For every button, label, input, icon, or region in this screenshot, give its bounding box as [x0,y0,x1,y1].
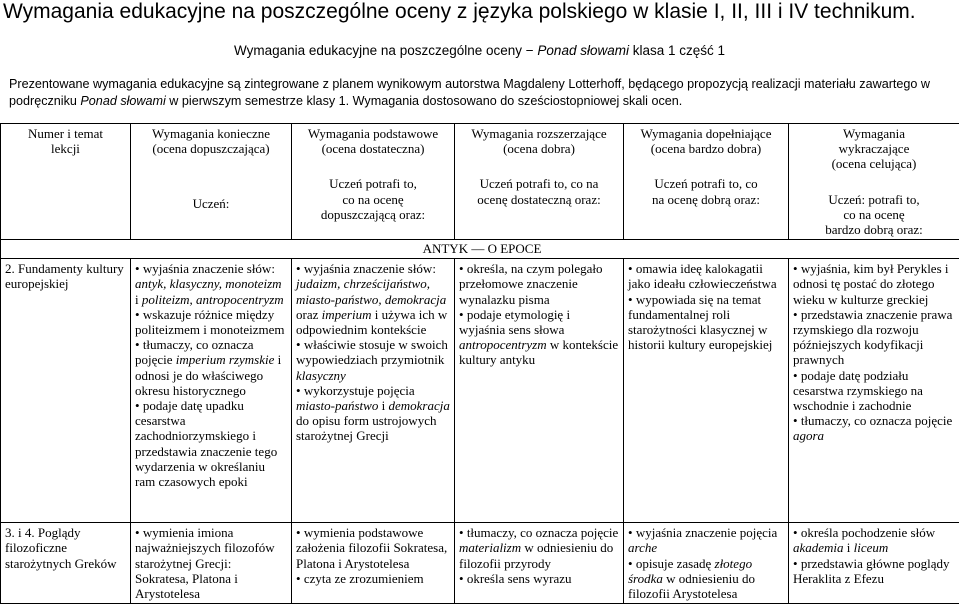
required-cell [131,523,292,604]
list-item: • wymienia podstawowe założenia filozofii Sokratesa, Platona i Arystotelesa [296,525,450,571]
lesson-title: 2. Fundamenty kultury europejskiej [5,261,124,291]
header-line: Numer i temat [5,126,126,141]
header-line: (ocena bardzo dobra) [628,141,784,156]
section-title: ANTYK — O EPOCE [423,241,542,256]
section-label [1,240,959,259]
list-item: • wyjaśnia znaczenie słów: antyk, klasyczny, monoteizm i politeizm, antropocentryzm [135,261,287,307]
list-item: • wypowiada się na temat fundamentalnej roli starożytności klasycznej w historii kultury europejskiej [628,292,784,353]
subtitle-part: klasa 1 część 1 [629,43,725,58]
list-item: • określa sens wyrazu [459,571,619,586]
extended-cell [455,523,624,604]
list-item: • podaje etymologię i wyjaśnia sens słowa antropocentryzm w kontekście kultury antyku [459,307,619,368]
intro-text: Prezentowane wymagania edukacyjne są zintegrowane z planem wynikowym autorstwa Magdaleny Lotterhoff, będącego propozycją realizacji materiału zawartego w podręczniku [9,77,930,108]
list-item: • przedstawia główne poglądy Heraklita z Efezu [793,556,955,586]
header-required [131,124,292,240]
list-item: • określa, na czym polegało przełomowe znaczenie wynalazku pisma [459,261,619,307]
header-line: (ocena celująca) [793,156,955,171]
header-line: ocenę dostateczną oraz: [459,192,619,207]
list-item: • właściwie stosuje w swoich wypowiedziach przymiotnik klasyczny [296,337,450,383]
list-item: • wykorzystuje pojęcia miasto-państwo i demokracja do opisu form ustrojowych starożytnej Grecji [296,383,450,444]
header-line: Wymagania konieczne [135,126,287,141]
complementary-cell [624,259,789,523]
lesson-cell [1,259,131,523]
table-row [1,523,959,604]
basic-cell [292,523,455,604]
list-item: • wymienia imiona najważniejszych filozofów starożytnej Grecji: Sokratesa, Platona i Arystotelesa [135,525,287,601]
list-item: • wskazuje różnice między politeizmem i monoteizmem [135,307,287,337]
header-line: dopuszczającą oraz: [296,207,450,222]
lesson-cell [1,523,131,604]
header-line: co na ocenę [793,207,955,222]
header-exceeding [789,124,959,240]
header-line: Wymagania podstawowe [296,126,450,141]
requirements-table [0,123,959,604]
header-lesson [1,124,131,240]
header-line: Uczeń potrafi to, co [628,176,784,191]
section-row [1,240,959,259]
header-complementary [624,124,789,240]
list-item: • tłumaczy, co oznacza pojęcie materializm w odniesieniu do filozofii przyrody [459,525,619,571]
exceeding-cell [789,259,959,523]
header-basic [292,124,455,240]
header-line: Uczeń: [135,196,287,211]
list-item: • przedstawia znaczenie prawa rzymskiego dla rozwoju późniejszych kodyfikacji prawnych [793,307,955,368]
header-line: (ocena dopuszczająca) [135,141,287,156]
required-cell [131,259,292,523]
basic-cell [292,259,455,523]
header-line: na ocenę dobrą oraz: [628,192,784,207]
subtitle-book: Ponad słowami [537,43,629,58]
header-line: Wymagania dopełniające [628,126,784,141]
list-item: • wyjaśnia znaczenie słów: judaizm, chrześcijaństwo, miasto-państwo, demokracja oraz imperium i używa ich w odpowiednim kontekście [296,261,450,337]
header-line: bardzo dobrą oraz: [793,222,955,237]
header-line: Wymagania [793,126,955,141]
header-line: wykraczające [793,141,955,156]
list-item: • podaje datę podziału cesarstwa rzymskiego na wschodnie i zachodnie [793,368,955,414]
lesson-title: 3. i 4. Poglądy filozoficzne starożytnych Greków [5,525,117,570]
intro-text: w pierwszym semestrze klasy 1. Wymagania dostosowano do sześciostopniowej skali ocen. [166,94,682,108]
header-line: Uczeń: potrafi to, [793,192,955,207]
list-item: • omawia ideę kalokagatii jako ideału człowieczeństwa [628,261,784,291]
list-item: • wyjaśnia, kim był Perykles i odnosi tę postać do złotego wieku w kulturze greckiej [793,261,955,307]
list-item: • tłumaczy, co oznacza pojęcie agora [793,413,955,443]
header-row [1,124,959,240]
header-line: Uczeń potrafi to, [296,176,450,191]
intro-book: Ponad słowami [80,94,165,108]
header-extended [455,124,624,240]
list-item: • tłumaczy, co oznacza pojęcie imperium rzymskie i odnosi je do właściwego okresu historycznego [135,337,287,398]
header-line: Uczeń potrafi to, co na [459,176,619,191]
document-title: Wymagania edukacyjne na poszczególne oceny z języka polskiego w klasie I, II, III i IV technikum. [3,0,916,24]
header-line: lekcji [5,141,126,156]
subtitle-part: Wymagania edukacyjne na poszczególne oceny − [234,43,537,58]
table-row [1,259,959,523]
list-item: • podaje datę upadku cesarstwa zachodniorzymskiego i przedstawia znaczenie tego wydarzenia w określaniu ram czasowych epoki [135,398,287,489]
header-line: (ocena dostateczna) [296,141,450,156]
complementary-cell [624,523,789,604]
intro-paragraph [9,76,955,110]
header-line: (ocena dobra) [459,141,619,156]
list-item: • opisuje zasadę złotego środka w odniesieniu do filozofii Arystotelesa [628,556,784,602]
extended-cell [455,259,624,523]
subtitle [0,43,959,58]
list-item: • określa pochodzenie słów akademia i liceum [793,525,955,555]
exceeding-cell [789,523,959,604]
list-item: • czyta ze zrozumieniem [296,571,450,586]
list-item: • wyjaśnia znaczenie pojęcia arche [628,525,784,555]
header-line: co na ocenę [296,192,450,207]
header-line: Wymagania rozszerzające [459,126,619,141]
